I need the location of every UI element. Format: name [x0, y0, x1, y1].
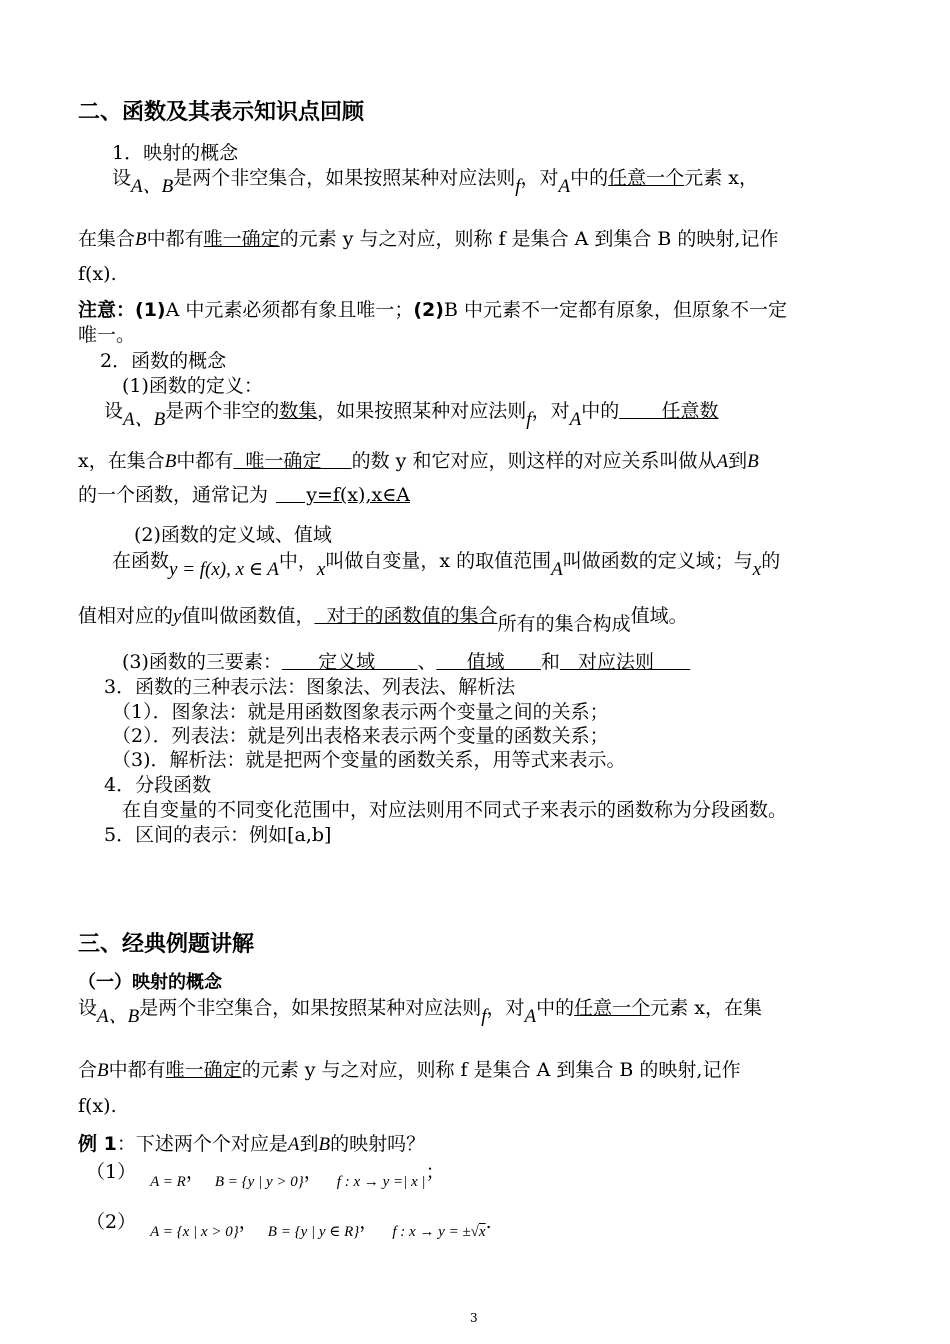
item-1-heading: 1．映射的概念 [112, 142, 239, 164]
representation-table: （2）．列表法：就是列出表格来表示两个变量的函数关系； [112, 725, 609, 747]
example-mapping-line-3: f(x). [78, 1095, 117, 1117]
mapping-definition-line-3: f(x). [78, 263, 117, 285]
representation-graph: （1）．图象法：就是用函数图象表示两个变量之间的关系； [112, 701, 609, 723]
example-mapping-line-1: 设A、B是两个非空集合，如果按照某种对应法则f，对A中的任意一个元素 x，在集 [78, 997, 762, 1027]
item-3-heading: 3．函数的三种表示法：图象法、列表法、解析法 [104, 676, 516, 698]
three-elements-line: (3)函数的三要素： 定义域 、 值域 和 对应法则 [122, 651, 691, 673]
section-2-title: 二、函数及其表示知识点回顾 [78, 100, 365, 125]
domain-range-heading: (2)函数的定义域、值域 [134, 524, 332, 546]
note-line-1: 注意：(1)A 中元素必须都有象且唯一；(2)B 中元素不一定都有原象，但原象不一定 [78, 299, 787, 321]
page-number: 3 [470, 1311, 478, 1325]
function-definition-heading: (1)函数的定义： [122, 375, 263, 397]
mapping-definition-line-1: 设A、B是两个非空集合，如果按照某种对应法则f，对A中的任意一个元素 x， [112, 167, 758, 197]
function-definition-line-1: 设A、B是两个非空的数集，如果按照某种对应法则f，对A中的 任意数 [104, 400, 719, 430]
example-1-part-2: （2） $_{A = \{x | x > 0\}}$， $_{B = \{y | y \in R\}}$， $_{f : x \to y = \pm√x}$. [86, 1211, 492, 1240]
function-definition-line-3: 的一个函数，通常记为 y=f(x),x∈A [78, 484, 410, 506]
piecewise-definition: 在自变量的不同变化范围中，对应法则用不同式子来表示的函数称为分段函数。 [122, 799, 788, 821]
mapping-definition-line-2: 在集合B中都有唯一确定的元素 y 与之对应，则称 f 是集合 A 到集合 B 的映射,记作 [78, 228, 779, 250]
underline-any-one: 任意一个 [608, 167, 685, 189]
representation-formula: （3)．解析法：就是把两个变量的函数关系，用等式来表示。 [112, 749, 626, 771]
example-1-part-1: （1） $_{A = R}$， $_{B = \{y | y > 0\}}$， $_{f : x \to y =| x |}$； [86, 1161, 445, 1190]
item-2-heading: 2．函数的概念 [100, 350, 227, 372]
example-1-question: 例 1：下述两个个对应是A到B的映射吗？ [78, 1133, 426, 1155]
item-5-heading: 5．区间的表示：例如[a,b] [104, 824, 332, 846]
underline-unique: 唯一确定 [203, 228, 280, 250]
example-mapping-line-2: 合B中都有唯一确定的元素 y 与之对应，则称 f 是集合 A 到集合 B 的映射,记作 [78, 1059, 741, 1081]
domain-range-line-2: 值相对应的y值叫做函数值， 对于的函数值的集合所有的集合构成值域。 [78, 605, 688, 635]
section-3-title: 三、经典例题讲解 [78, 932, 255, 957]
function-definition-line-2: x，在集合B中都有 唯一确定 的数 y 和它对应，则这样的对应关系叫做从A到B [78, 450, 759, 472]
subsection-mapping-heading: （一）映射的概念 [78, 972, 222, 993]
domain-range-line-1: 在函数y = f(x), x ∈ A中，x叫做自变量，x 的取值范围A叫做函数的定义域；与x的 [112, 550, 781, 580]
item-4-heading: 4．分段函数 [104, 774, 212, 796]
note-line-2: 唯一。 [78, 324, 136, 346]
